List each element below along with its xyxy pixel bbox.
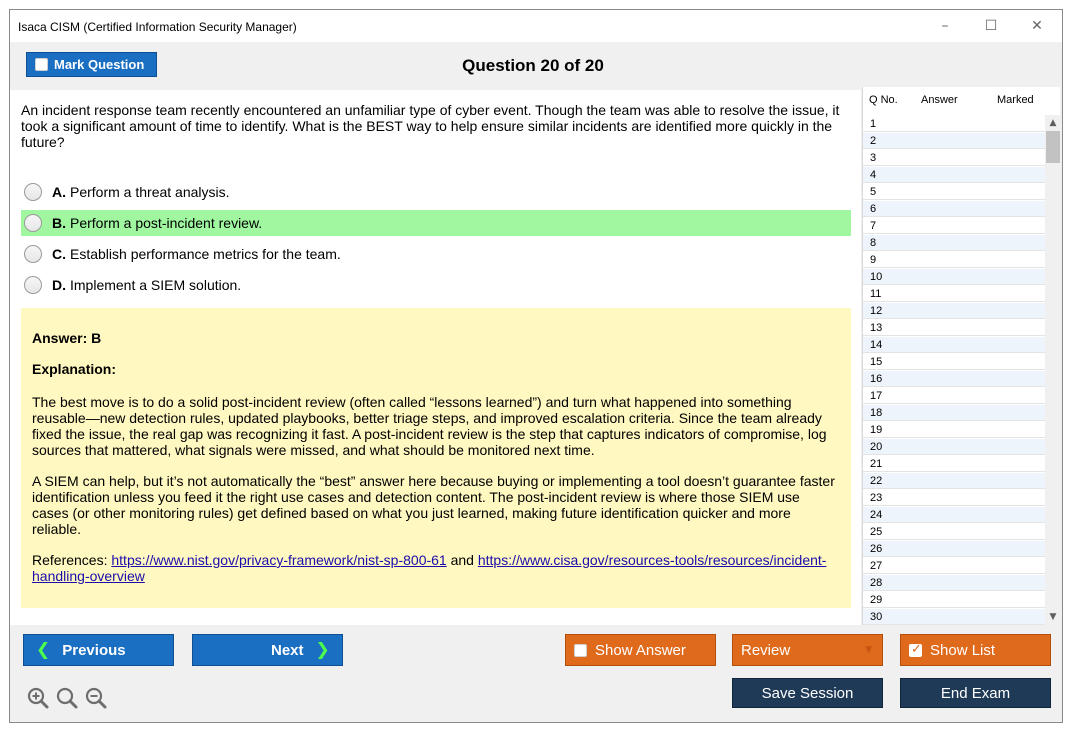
question-list-row[interactable]: 16: [863, 370, 1045, 387]
marked-column-header: Marked: [997, 94, 1034, 106]
end-exam-button[interactable]: End Exam: [900, 678, 1051, 708]
question-list-row[interactable]: 25: [863, 523, 1045, 540]
question-list-row[interactable]: 13: [863, 319, 1045, 336]
zoom-in-icon[interactable]: [26, 686, 50, 710]
chevron-right-icon: ❯: [315, 640, 330, 660]
question-list-row[interactable]: 24: [863, 506, 1045, 523]
mark-question-label: Mark Question: [54, 57, 145, 72]
question-list-row[interactable]: 8: [863, 234, 1045, 251]
question-text: An incident response team recently encountered an unfamiliar type of cyber event. Though the team was able to resolve the issue, it took a significant amount of time to identify. What is the BEST way to help ensure similar incidents are identified more quickly in the future?: [21, 102, 840, 150]
show-answer-label: Show Answer: [595, 641, 686, 659]
explanation-paragraph: A SIEM can help, but it’s not automatically the “best” answer here because buying or implementing a tool doesn’t guarantee faster identification unless you feed it the right use cases and detection content. The post-incident review is where those SIEM use cases (or other monitoring rules) get defined based on what you just learned, making future identification quicker and more reliable.: [32, 473, 835, 537]
checkbox-icon: [35, 58, 48, 71]
show-list-label: Show List: [930, 641, 996, 659]
option-letter: B.: [52, 215, 66, 231]
review-label: Review: [741, 641, 791, 659]
option-c[interactable]: [21, 241, 851, 267]
question-list-row[interactable]: 2: [863, 132, 1045, 149]
option-text: Establish performance metrics for the team.: [70, 246, 341, 262]
option-letter: D.: [52, 277, 66, 293]
scroll-thumb[interactable]: [1046, 131, 1060, 163]
title-bar: [10, 10, 1062, 42]
option-letter: A.: [52, 184, 66, 200]
question-list-rows: [863, 115, 1045, 625]
question-list-row[interactable]: 12: [863, 302, 1045, 319]
zoom-reset-icon[interactable]: [55, 686, 79, 710]
option-b[interactable]: [21, 210, 851, 236]
next-label: Next: [271, 641, 304, 659]
radio-button[interactable]: [24, 245, 42, 263]
question-list-row[interactable]: 3: [863, 149, 1045, 166]
checkbox-checked-icon[interactable]: [909, 644, 922, 657]
chevron-down-icon: ▼: [865, 645, 872, 655]
scroll-up-icon[interactable]: ▲: [1049, 118, 1057, 128]
question-list-row[interactable]: 5: [863, 183, 1045, 200]
radio-button[interactable]: [24, 276, 42, 294]
previous-button[interactable]: [23, 634, 174, 666]
option-text: Perform a post-incident review.: [70, 215, 263, 231]
radio-button[interactable]: [24, 214, 42, 232]
zoom-out-icon[interactable]: [84, 686, 108, 710]
question-list-row[interactable]: 29: [863, 591, 1045, 608]
minimize-button[interactable]: –: [941, 18, 949, 34]
question-list-row[interactable]: 27: [863, 557, 1045, 574]
explanation-title: Explanation:: [32, 361, 117, 377]
reference-link[interactable]: https://www.nist.gov/privacy-framework/nist-sp-800-61: [111, 552, 447, 568]
references: [32, 552, 839, 584]
next-button[interactable]: [192, 634, 343, 666]
question-list-row[interactable]: 15: [863, 353, 1045, 370]
question-list-scrollbar[interactable]: [1045, 115, 1061, 625]
question-list-row[interactable]: 22: [863, 472, 1045, 489]
option-text: Implement a SIEM solution.: [70, 277, 242, 293]
question-list-row[interactable]: 9: [863, 251, 1045, 268]
references-label: References:: [32, 552, 108, 568]
explanation-paragraph: The best move is to do a solid post-incident review (often called “lessons learned”) and turn what happened into something reusable—new detection rules, updated playbooks, better triage steps, and improved escalation criteria. Since the team already fixed the issue, the real gap was recognizing it fast. A post-incident review is the step that captures indicators of compromise, log sources that mattered, what signals were missed, and what should be monitored next time.: [32, 394, 827, 458]
question-list-row[interactable]: 23: [863, 489, 1045, 506]
reference-link[interactable]: https://www.cisa.gov/resources-tools/resources/incident-handling-overview: [32, 552, 827, 584]
maximize-button[interactable]: ☐: [984, 18, 998, 34]
window-title: Isaca CISM (Certified Information Security Manager): [18, 20, 297, 34]
show-list-button[interactable]: [900, 634, 1051, 666]
answer-column-header: Answer: [921, 94, 958, 106]
question-panel: [10, 90, 861, 625]
show-answer-button[interactable]: [565, 634, 716, 666]
option-letter: C.: [52, 246, 66, 262]
references-joiner: and: [450, 552, 474, 568]
question-list-row[interactable]: 10: [863, 268, 1045, 285]
qno-column-header: Q No.: [869, 94, 898, 106]
app-window: [9, 9, 1063, 723]
answer-explanation-box: [21, 308, 851, 608]
close-button[interactable]: ✕: [1031, 18, 1043, 34]
question-list-row[interactable]: 30: [863, 608, 1045, 625]
option-text: Perform a threat analysis.: [70, 184, 230, 200]
question-list-row[interactable]: 21: [863, 455, 1045, 472]
question-header: Question 20 of 20: [462, 56, 604, 75]
question-list-header: [863, 87, 1061, 109]
save-session-button[interactable]: Save Session: [732, 678, 883, 708]
question-list-row[interactable]: 28: [863, 574, 1045, 591]
option-d[interactable]: [21, 272, 851, 298]
option-a[interactable]: [21, 179, 851, 205]
chevron-left-icon: ❮: [36, 640, 51, 660]
radio-button[interactable]: [24, 183, 42, 201]
mark-question-button[interactable]: [26, 52, 157, 77]
question-list-row[interactable]: 17: [863, 387, 1045, 404]
question-list-row[interactable]: 1: [863, 115, 1045, 132]
question-list-row[interactable]: 6: [863, 200, 1045, 217]
question-list-row[interactable]: 26: [863, 540, 1045, 557]
previous-label: Previous: [62, 641, 126, 659]
checkbox-icon[interactable]: [574, 644, 587, 657]
question-list-row[interactable]: 18: [863, 404, 1045, 421]
question-list-row[interactable]: 19: [863, 421, 1045, 438]
question-list-panel: [862, 87, 1060, 625]
question-list-row[interactable]: 4: [863, 166, 1045, 183]
scroll-down-icon[interactable]: ▼: [1049, 612, 1057, 622]
review-dropdown[interactable]: [732, 634, 883, 666]
question-list-row[interactable]: 20: [863, 438, 1045, 455]
answer-title: Answer: B: [32, 330, 102, 346]
question-list-row[interactable]: 7: [863, 217, 1045, 234]
question-list-row[interactable]: 14: [863, 336, 1045, 353]
question-list-row[interactable]: 11: [863, 285, 1045, 302]
